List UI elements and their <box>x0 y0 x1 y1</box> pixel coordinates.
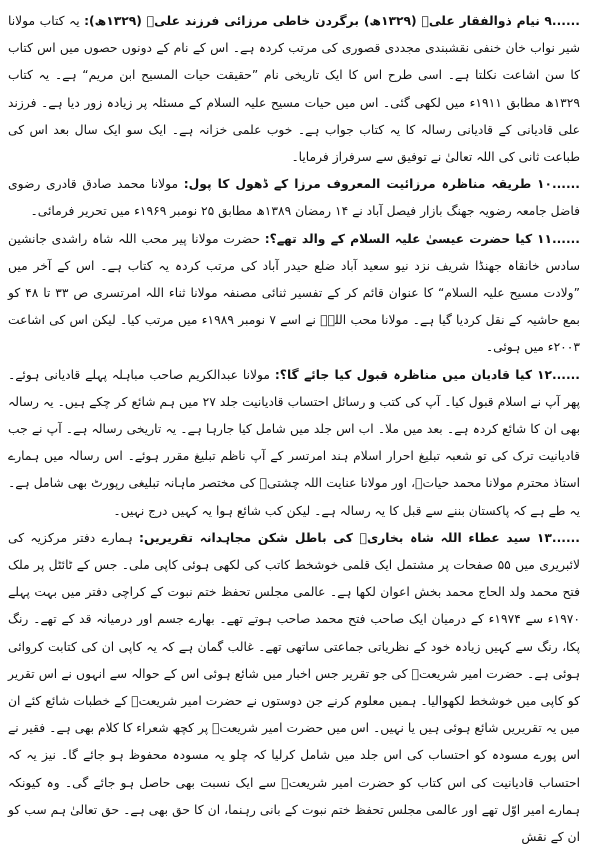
entry-paragraph <box>8 525 580 851</box>
entry-paragraph <box>8 8 580 171</box>
entry-number: ۹...... <box>544 14 580 28</box>
entry-paragraph <box>8 171 580 225</box>
entry-body: مولانا محمد صادق قادری رضوی فاضل جامعہ رضویہ جھنگ بازار فیصل آباد نے ۱۴ رمضان ۱۳۸۹ھ مطابق ۲۵ نومبر ۱۹۶۹ء میں تحریر فرمائی۔ <box>8 177 580 219</box>
entry-body: یہ کتاب مولانا شیر نواب خان خنفی نقشبندی مجددی قصوری کی مرتب کردہ ہے۔ اس کے نام کے دونوں حصوں میں اس کتاب کا سن اشاعت نکلتا ہے۔ اسی طرح اس کا ایک تاریخی نام ”حقیقت حیات المسیح ابن مریم“ ہے۔ یہ کتاب ۱۳۲۹ھ مطابق ۱۹۱۱ء میں لکھی گئی۔ اس میں حیات مسیح علیہ السلام کے مسئلہ پر زیادہ زور دیا ہے۔ فرزند علی قادیانی کے قادیانی رسالہ کا یہ کتاب جواب ہے۔ خوب علمی خزانہ ہے۔ ایک سو ایک سال بعد اس کی طباعت ثانی کی اللہ تعالیٰ نے توفیق سے سرفراز فرمایا۔ <box>8 14 580 165</box>
entry-number: ۱۳...... <box>536 530 580 545</box>
entry-heading: نیام ذوالفقار علیؒ (۱۳۲۹ھ) برگردن خاطی مرزائی فرزند علیؒ (۱۳۲۹ھ): <box>84 14 540 28</box>
entry-number: ۱۰...... <box>536 177 580 192</box>
entry-heading: کیا حضرت عیسیٰ علیہ السلام کے والد تھے؟: <box>264 231 533 246</box>
entry-number: ۱۲...... <box>536 367 580 382</box>
entry-10 <box>8 171 580 225</box>
entry-heading: سید عطاء اللہ شاہ بخاریؒ کی باطل شکن مجاہدانہ تقریریں: <box>139 530 531 545</box>
entry-12 <box>8 362 580 525</box>
entry-heading: کیا قادیان میں مناظرہ قبول کیا جائے گا؟: <box>274 367 533 382</box>
entry-body: حضرت مولانا پیر محب اللہ شاہ راشدی جانشین سادس خانقاہ جھنڈا شریف نزد نیو سعید آباد ضلع حیدر آباد کی مرتب کردہ یہ کتاب ہے۔ اس کے آخر میں ”ولادت مسیح علیہ السلام“ کا عنوان قائم کر کے تفسیر ثنائی مصنفہ مولانا ثناء اللہ امرتسری ص ۳۳ تا ۴۸ کو بمع حاشیہ کے نقل کردیا گیا ہے۔ مولانا محب اللہؒ نے اسے ۷ نومبر ۱۹۸۹ء میں مرتب کیا۔ لیکن اس کی اشاعت ۲۰۰۳ء میں ہوئی۔ <box>8 231 580 355</box>
entry-heading: طریقہ مناظرہ مرزائیت المعروف مرزا کے ڈھول کا پول: <box>183 177 532 192</box>
entry-paragraph <box>8 226 580 362</box>
entry-body: ہمارے دفتر مرکزیہ کی لائبریری میں ۵۵ صفحات پر مشتمل ایک قلمی خوشخط کاتب کی لکھی ہوئی کاپی ملی۔ جس کے ٹائٹل پر ملک فتح محمد ولد الحاج محمد بخش اعوان لکھا ہے۔ عالمی مجلس تحفظ ختم نبوت کے کراچی دفتر میں بہت پہلے ۱۹۷۰ء سے ۱۹۷۴ء کے درمیان ایک صاحب فتح محمد صاحب ہوتے تھے۔ بھارے جسم اور درمیانہ قد کے تھے۔ رنگ پکا، رنگ سے کہیں زیادہ خود کے نظریاتی جماعتی ساتھی تھے۔ غالب گمان ہے کہ یہ کاپی ان کی کتابت کروائی ہوئی ہے۔ حضرت امیر شریعتؒ کی جو تقریر جس اخبار میں شائع ہوئی اس کے حوالہ سے انہوں نے اس تقریر کو کاپی میں خوشخط لکھوالیا۔ ہمیں معلوم کرنے جن دوستوں نے حضرت امیر شریعتؒ کے خطبات شائع کئے ان میں یہ تقریریں شائع ہوئی ہیں یا نہیں۔ اس میں حضرت امیر شریعتؒ پر کچھ شعراء کا کلام بھی ہے۔ فقیر نے اس پورے مسودہ کو احتساب کی اس جلد میں شامل کرلیا کہ چلو یہ مسودہ محفوظ ہو جائے گا۔ نیز یہ کہ احتساب قادیانیت کی اس کتاب کو حضرت امیر شریعتؒ سے ایک نسبت بھی حاصل ہو جائے گی۔ وہ کیونکہ ہمارے امیر اوّل تھے اور عالمی مجلس تحفظ ختم نبوت کے بانی رہنما، ان کا حق بھی ہے۔ حق تعالیٰ ہم سب کو ان کے نقش <box>8 530 581 845</box>
entry-body: مولانا عبدالکریم صاحب مباہلہ پہلے قادیانی ہوئے۔ پھر آپ نے اسلام قبول کیا۔ آپ کی کتب و رسائل احتساب قادیانیت جلد ۲۷ میں ہم شائع کر چکے ہیں۔ یہ رسالہ بھی ان کا شائع کردہ ہے۔ بعد میں ملا۔ اب اس جلد میں شامل کیا جارہا ہے۔ یہ تاریخی رسالہ ہے۔ آپ نے جب قادیانیت ترک کی تو شعبہ تبلیغ احرار اسلام ہند امرتسر کے آپ ناظم تبلیغ مقرر ہوئے۔ اس رسالہ میں ہمارے استاذ محترم مولانا محمد حیاتؒ، اور مولانا عنایت اللہ چشتیؒ کی مختصر ماہانہ تبلیغی رپورٹ بھی شامل ہے۔ یہ طے ہے کہ پاکستان بننے سے قبل کا یہ رسالہ ہے۔ لیکن کب شائع ہوا یہ کہیں درج نہیں۔ <box>8 367 580 518</box>
entry-paragraph <box>8 362 580 525</box>
entry-9 <box>8 8 580 171</box>
entry-11 <box>8 226 580 362</box>
entry-13 <box>8 525 580 851</box>
entry-number: ۱۱...... <box>536 231 580 246</box>
